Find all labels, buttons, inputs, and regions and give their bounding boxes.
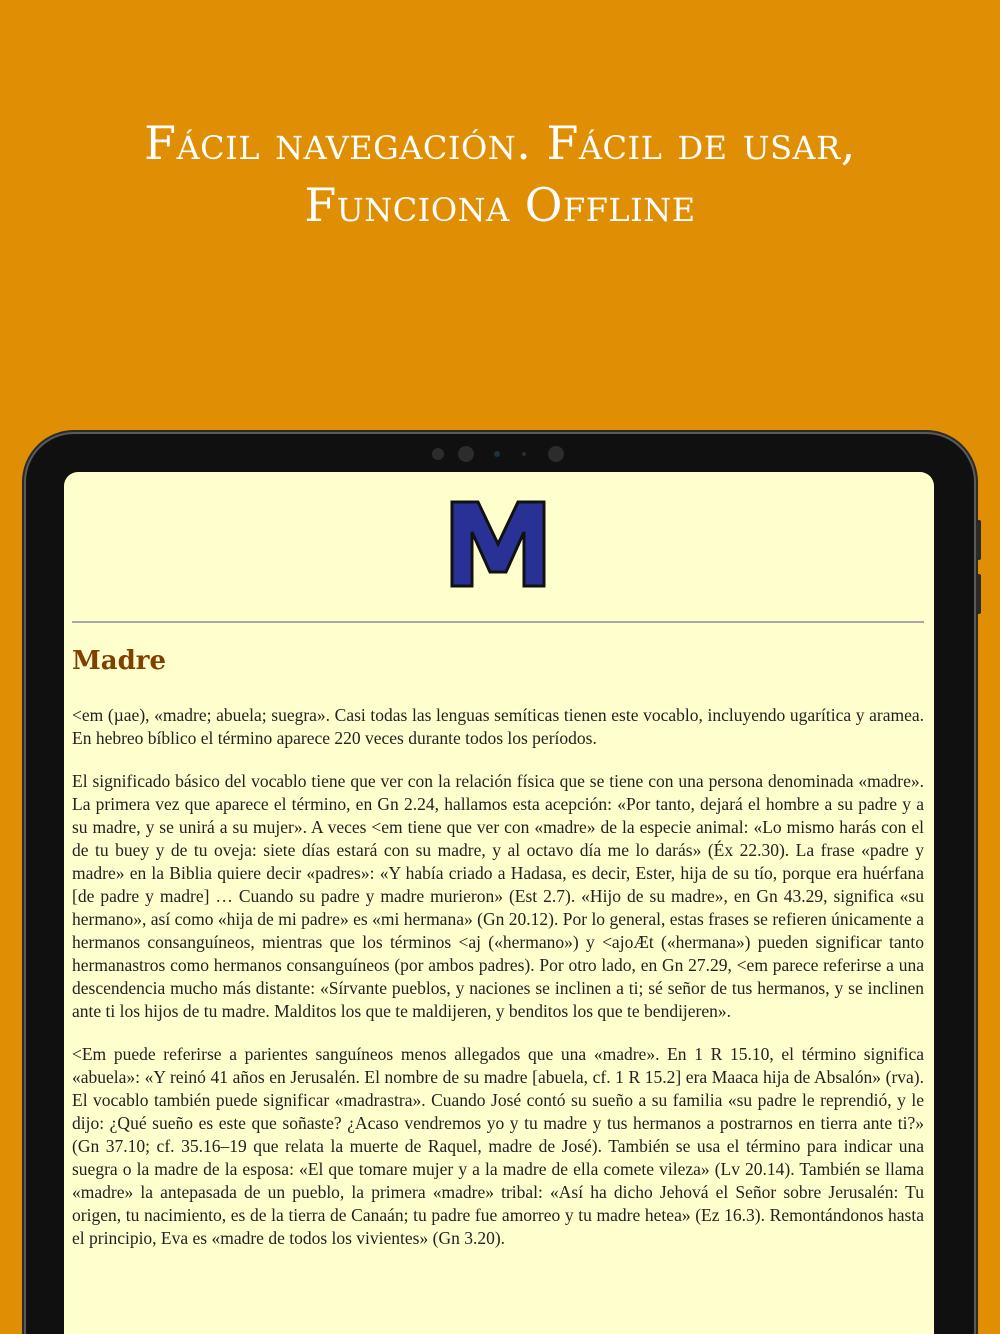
sensor-icon [432,448,444,460]
headline-line-1: Fácil navegación. Fácil de usar, [144,116,856,170]
proximity-sensor-icon [548,446,564,462]
article-paragraph: El significado básico del vocablo tiene que ver con la relación física que se tiene con una persona denominada «madre». La primera vez que aparece el término, en Gn 2.24, hallamos esta acepción: «Por tanto, dejará el hombre a su padre y a su madre, y se unirá a su mujer». A veces <em tiene que ver con «madre» de la especie animal: «Lo mismo harás con el de tu buey y de tu oveja: siete días estará con su madre, y al octavo día me lo darás» (Éx 22.30). La frase «padre y madre» en la Biblia quiere decir «padres»: «Y había criado a Hadasa, es decir, Ester, hija de su tío, porque era huérfana [de padre y madre] … Cuando su padre y madre murieron» (Est 2.7). «Hijo de su madre», en Gn 43.29, significa «su hermano», así como «hija de mi padre» es «mi hermana» (Gn 20.12). Por lo general, estas frases se refieren únicamente a hermanos consanguíneos, mientras que los términos <aj («hermano») y <ajoÆt («hermana») pueden significar tanto hermanastros como hermanos consanguíneos (por ambos padres). Por otro lado, en Gn 27.29, <em parece referirse a una descendencia mucho más distante: «Sírvante pueblos, y naciones se inclinen a ti; sé señor de tus hermanos, y se inclinen ante ti los hijos de tu madre. Malditos los que te maldijeren, y benditos los que te bendijeren». [72,771,924,1021]
mic-icon [522,452,526,456]
headline-line-2: Funciona Offline [304,178,696,232]
letter-m-logo-icon [450,500,546,588]
tablet-frame [26,434,974,1334]
app-screen [64,472,934,1334]
camera-lens-icon [458,446,474,462]
article-paragraph: <Em puede referirse a parientes sanguíneos menos allegados que una «madre». En 1 R 15.10, el término significa «abuela»: «Y reinó 41 años en Jerusalén. El nombre de su madre [abuela, cf. 1 R 15.2] era Maaca hija de Absalón» (rva). El vocablo también puede significar «madrastra». Cuando José contó su sueño a su familia «su padre le reprendió, y le dijo: ¿Qué sueño es este que soñaste? ¿Acaso vendremos yo y tu madre y tus hermanos a postrarnos en tierra ante ti?» (Gn 37.10; cf. 35.16–19 que relata la muerte de Raquel, madre de José). También se usa el término para indicar una suegra o la madre de la esposa: «El que tomare mujer y a la madre de ella comete vileza» (Lv 20.14). También se llama «madre» la antepasada de un pueblo, la primera «madre» tribal: «Así ha dicho Jehová el Señor sobre Jerusalén: Tu origen, tu nacimiento, es de la tierra de Canaán; tu padre fue amorreo y tu madre hetea» (Ez 16.3). Remontándonos hasta el principio, Eva es «madre de todos los vivientes» (Gn 3.20). [72,1044,924,1248]
volume-up-button [976,520,981,560]
horizontal-divider [72,621,924,623]
article-title: Madre [72,646,167,676]
volume-down-button [976,574,981,614]
marketing-headline [0,112,1000,236]
article-paragraph: <em (µae), «madre; abuela; suegra». Casi todas las lenguas semíticas tienen este vocablo, incluyendo ugarítica y aramea. En hebreo bíblico el término aparece 220 veces durante todos los períodos. [72,705,924,748]
article-body [72,704,924,1270]
indicator-icon [494,451,500,457]
camera-bar [26,446,974,462]
